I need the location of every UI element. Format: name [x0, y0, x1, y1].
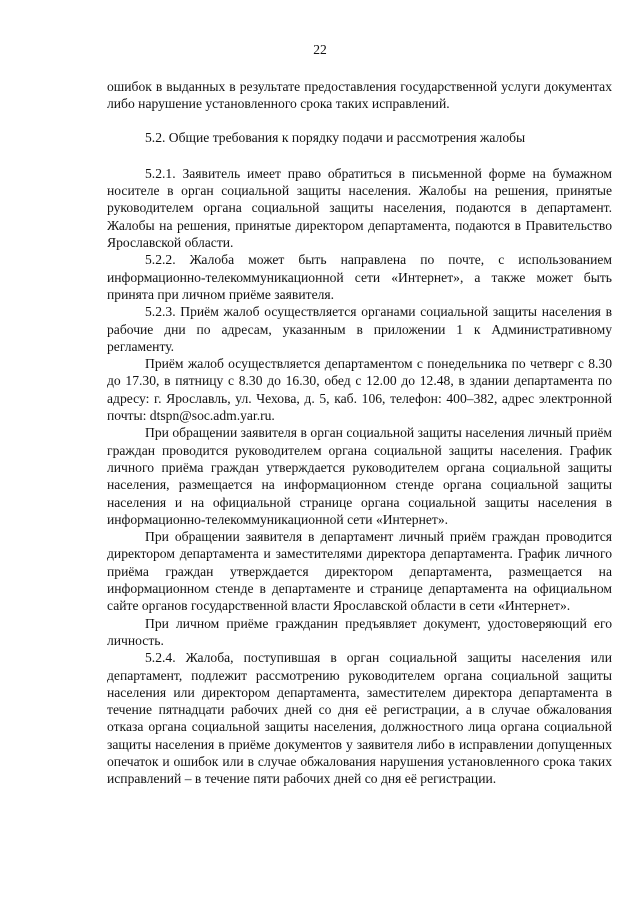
paragraph-5-2-1: 5.2.1. Заявитель имеет право обратиться в письменной форме на бумажном носителе в орган социальной защиты населения. Жалобы на решения, принятые руководителем органа социальной защиты населения, подаются в департамент. Жалобы на решения, принятые директором департамента, подаются в Правительство Ярославской области. — [107, 165, 612, 251]
paragraph-department-reception: При обращении заявителя в департамент личный приём граждан проводится директором департамента и заместителями директора департамента. График личного приёма граждан утверждается директором департамента, размещается на информационном стенде в департаменте и странице департамента на официальном сайте органов государственной власти Ярославской области в сети «Интернет». — [107, 529, 612, 614]
paragraph-social-protection-reception: При обращении заявителя в орган социальной защиты населения личный приём граждан проводится руководителем органа социальной защиты населения. График личного приёма граждан утверждается руководителем органа социальной защиты населения, размещается на информационном стенде органа социальной защиты населения и на официальной странице органа социальной защиты населения в информационно-телекоммуникационной сети «Интернет». — [107, 425, 612, 527]
paragraph-identity-document: При личном приёме гражданин предъявляет документ, удостоверяющий его личность. — [107, 615, 612, 648]
paragraph-5-2-2: 5.2.2. Жалоба может быть направлена по почте, с использованием информационно-телекоммуникационной сети «Интернет», а также может быть принята при личном приёме заявителя. — [107, 252, 612, 302]
section-heading-5-2: 5.2. Общие требования к порядку подачи и рассмотрения жалобы — [145, 129, 526, 145]
paragraph-5-2-4: 5.2.4. Жалоба, поступившая в орган социальной защиты населения или департамент, подлежит рассмотрению руководителем органа социальной защиты населения или директором департамента, заместителем директора департамента в течение пятнадцати рабочих дней со дня её регистрации, а в случае обжалования отказа органа социальной защиты населения, должностного лица органа социальной защиты населения в приёме документов у заявителя либо в исправлении допущенных опечаток и ошибок или в случае обжалования нарушения установленного срока таких исправлений – в течение пяти рабочих дней со дня её регистрации. — [107, 650, 612, 787]
document-body — [107, 78, 612, 788]
page-number: 22 — [313, 42, 327, 57]
paragraph-reception-schedule: Приём жалоб осуществляется департаментом с понедельника по четверг с 8.30 до 17.30, в пятницу с 8.30 до 16.30, обед с 12.00 до 12.48, в здании департамента по адресу: г. Ярославль, ул. Чехова, д. 5, каб. 106, телефон: 400–382, адрес электронной почты: dtspn@soc.adm.yar.ru. — [107, 356, 612, 424]
paragraph-5-2-3: 5.2.3. Приём жалоб осуществляется органами социальной защиты населения в рабочие дни по адресам, указанным в приложении 1 к Административному регламенту. — [107, 304, 612, 354]
paragraph-continuation: ошибок в выданных в результате предоставления государственной услуги документах либо нарушение установленного срока таких исправлений. — [107, 79, 612, 112]
